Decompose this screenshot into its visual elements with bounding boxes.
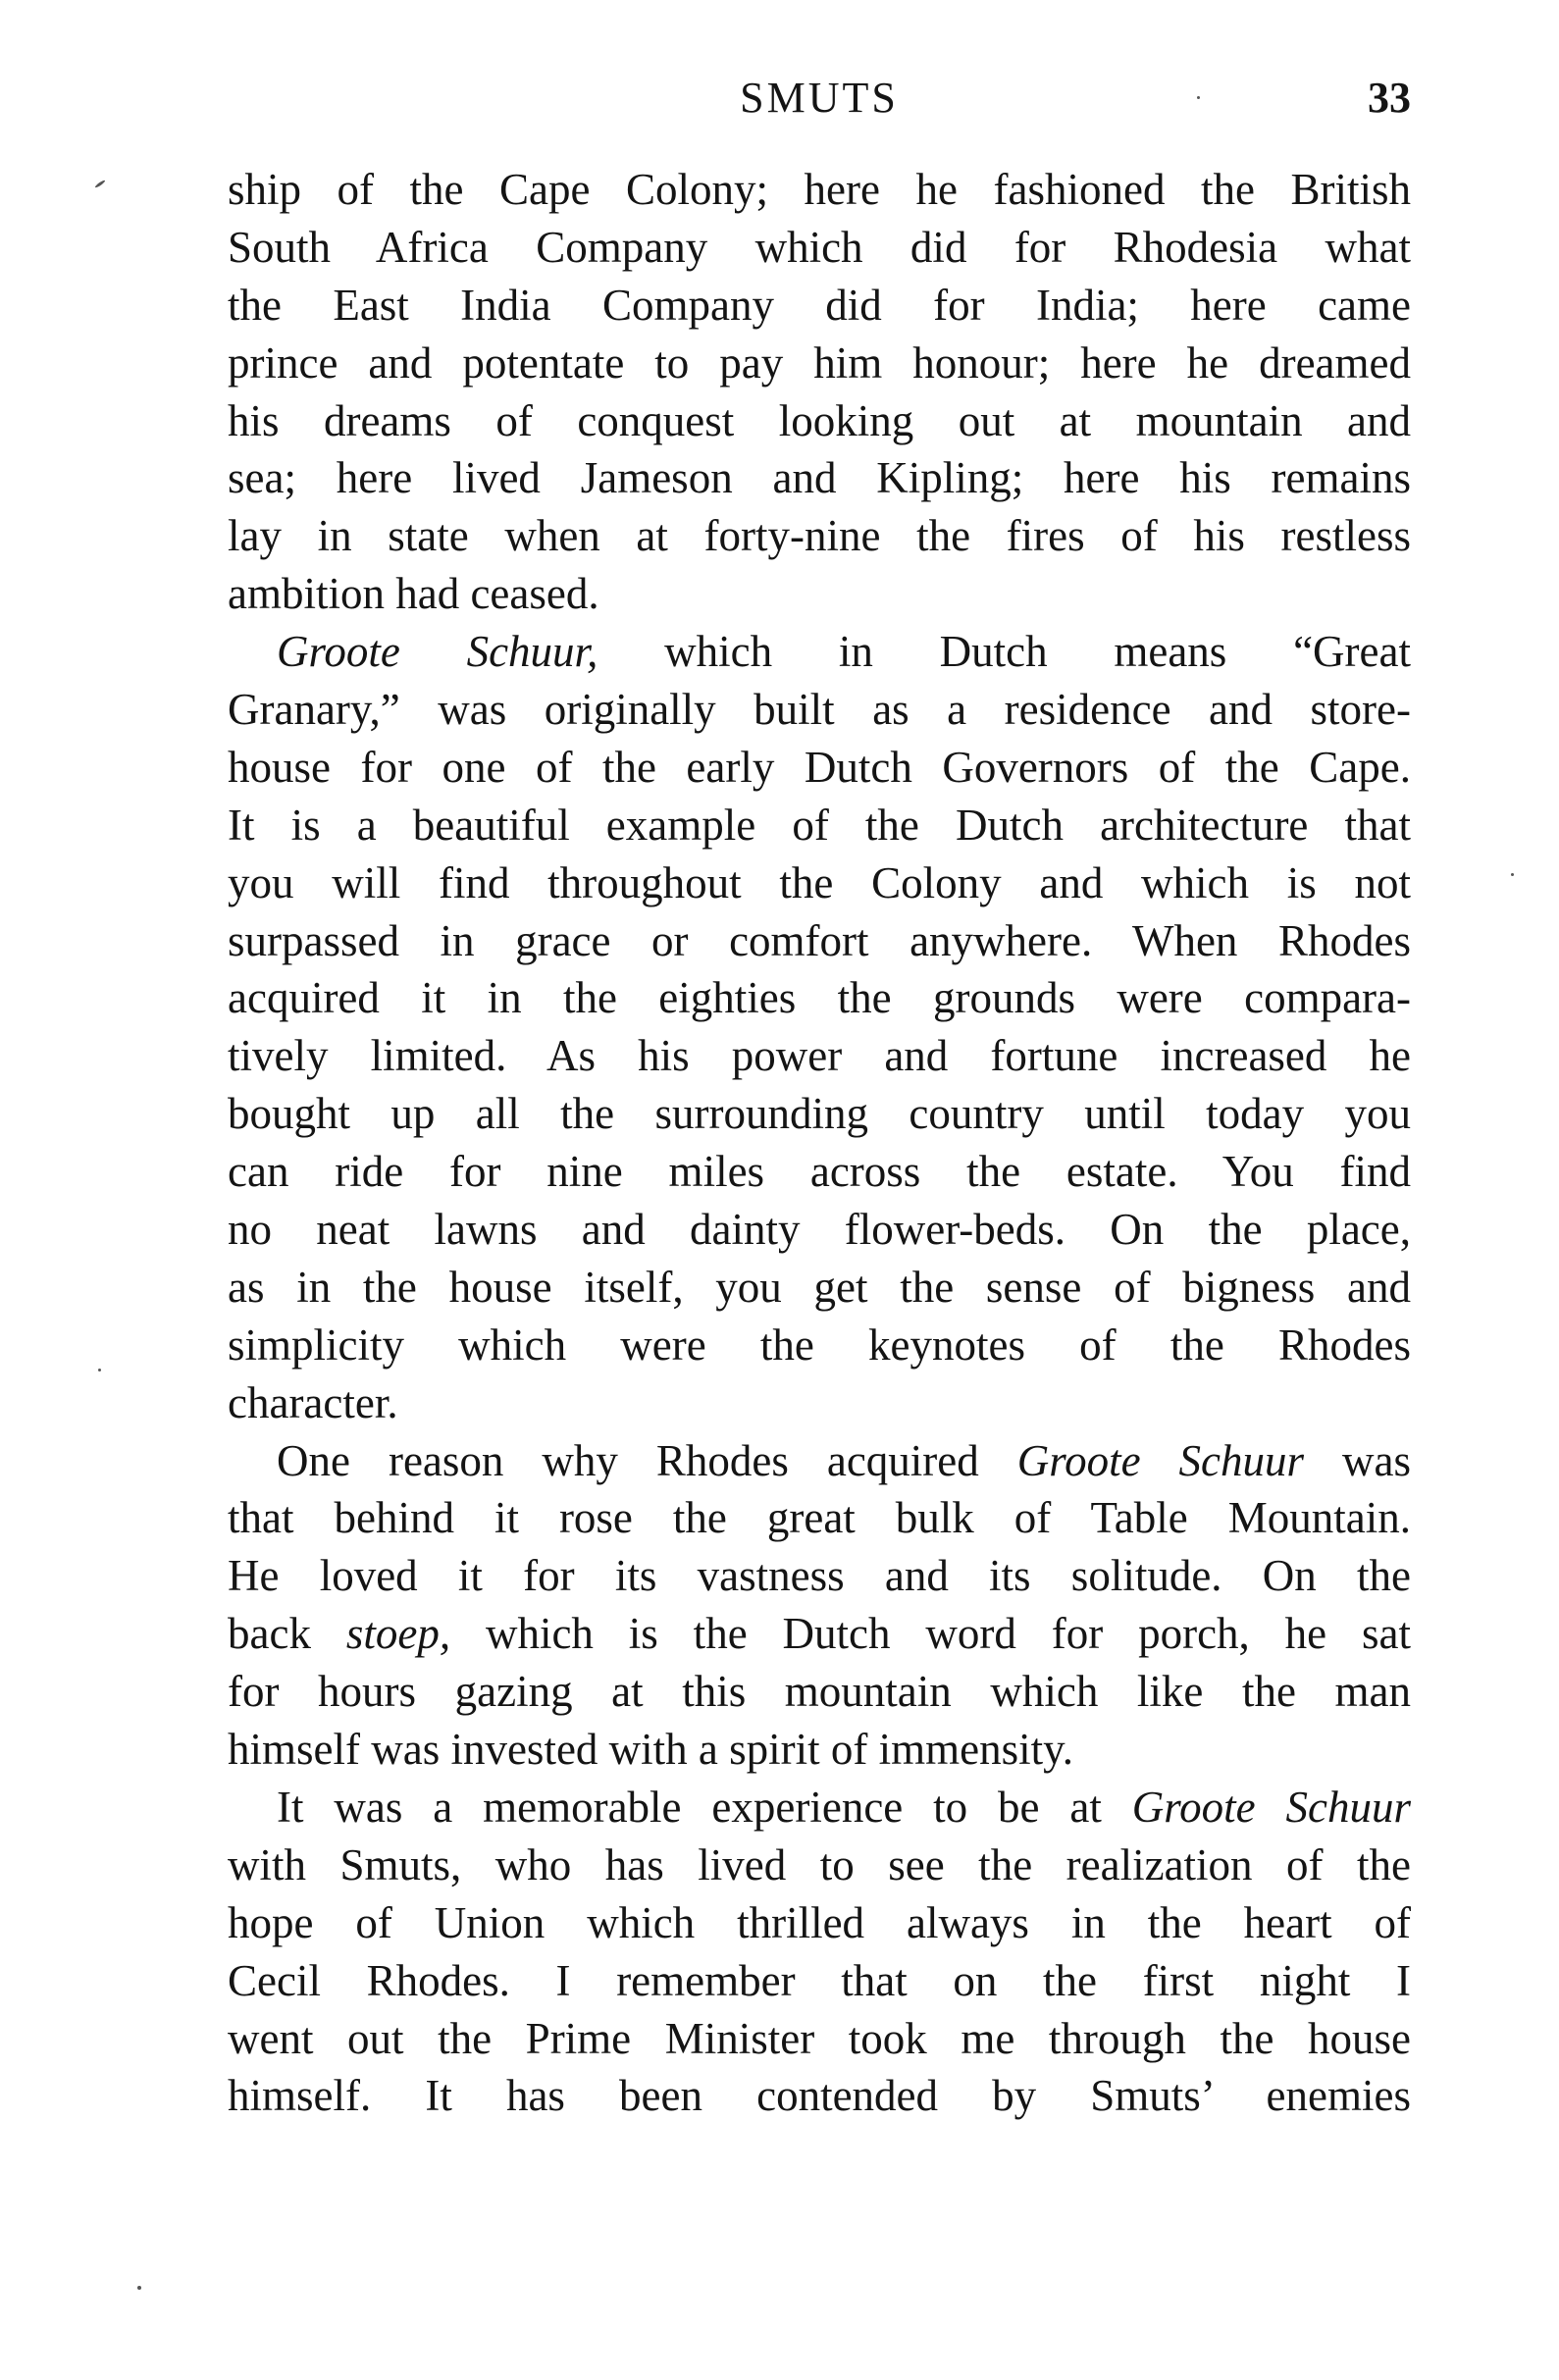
text-line [228, 1605, 1411, 1663]
scan-speck [94, 180, 106, 188]
text-line: Cecil Rhodes. I remember that on the first night I [228, 1955, 1411, 2005]
text-run: was [1304, 1435, 1411, 1485]
text-run: which in Dutch means “Great [598, 627, 1411, 677]
page-number: 33 [1368, 74, 1411, 122]
text-line: acquired it in the eighties the grounds were compara- [228, 973, 1411, 1023]
text-line: no neat lawns and dainty flower-beds. On the place, [228, 1205, 1411, 1255]
text-line: South Africa Company which did for Rhodesia what [228, 222, 1411, 272]
text-line: ambition had ceased. [228, 569, 599, 619]
text-line: hope of Union which thrilled always in the heart of [228, 1897, 1411, 1947]
text-line: himself was invested with a spirit of immensity. [228, 1725, 1073, 1775]
text-line [228, 1779, 1411, 1837]
scan-speck [1511, 873, 1514, 876]
scan-speck [1197, 96, 1200, 99]
italic-term: Groote Schuur [1016, 1435, 1305, 1485]
text-line: went out the Prime Minister took me through the house [228, 2013, 1411, 2063]
text-run: which is the Dutch word for porch, he sat [450, 1609, 1411, 1659]
italic-term: stoep, [345, 1609, 451, 1659]
scan-speck [137, 2286, 141, 2290]
text-line: simplicity which were the keynotes of the Rhodes [228, 1319, 1411, 1370]
italic-term: Groote Schuur [1131, 1782, 1411, 1832]
scan-speck [98, 1369, 101, 1371]
paragraph-3 [228, 1432, 1411, 1779]
text-line: can ride for nine miles across the estate. You find [228, 1147, 1411, 1197]
text-line: He loved it for its vastness and its solitude. On the [228, 1551, 1411, 1601]
text-line: with Smuts, who has lived to see the realization of the [228, 1839, 1411, 1889]
text-line: himself. It has been contended by Smuts’ enemies [228, 2071, 1411, 2121]
text-run: One reason why Rhodes acquired [277, 1435, 1017, 1485]
text-line: character. [228, 1377, 398, 1427]
text-line: It is a beautiful example of the Dutch architecture that [228, 800, 1411, 850]
text-line: ship of the Cape Colony; here he fashioned the British [228, 165, 1411, 214]
text-line: as in the house itself, you get the sense of bigness and [228, 1262, 1411, 1312]
text-run: It was a memorable experience to be at [277, 1782, 1132, 1832]
running-title: SMUTS [740, 74, 899, 122]
text-line: you will find throughout the Colony and which is not [228, 857, 1411, 907]
text-line: that behind it rose the great bulk of Table Mountain. [228, 1493, 1411, 1543]
text-line [228, 623, 1411, 681]
text-line: tively limited. As his power and fortune increased he [228, 1031, 1411, 1081]
paragraph-2 [228, 623, 1411, 1431]
text-line: house for one of the early Dutch Governors of the Cape. [228, 742, 1411, 792]
text-line: the East India Company did for India; here came [228, 280, 1411, 330]
text-line: his dreams of conquest looking out at mountain and [228, 395, 1411, 445]
paragraph-4 [228, 1779, 1411, 2125]
text-line: surpassed in grace or comfort anywhere. When Rhodes [228, 915, 1411, 965]
paragraph-1 [228, 161, 1411, 623]
text-line: sea; here lived Jameson and Kipling; here his remains [228, 453, 1411, 503]
running-head [228, 69, 1411, 128]
text-line: for hours gazing at this mountain which like the man [228, 1667, 1411, 1717]
text-run: back [228, 1609, 346, 1659]
text-line [228, 1432, 1411, 1490]
text-line: lay in state when at forty-nine the fires of his restless [228, 511, 1411, 561]
body-text [228, 161, 1411, 2125]
text-line: bought up all the surrounding country until today you [228, 1089, 1411, 1139]
italic-term: Groote Schuur, [277, 627, 598, 677]
text-line: Granary,” was originally built as a residence and store- [228, 685, 1411, 735]
text-line: prince and potentate to pay him honour; here he dreamed [228, 337, 1411, 388]
